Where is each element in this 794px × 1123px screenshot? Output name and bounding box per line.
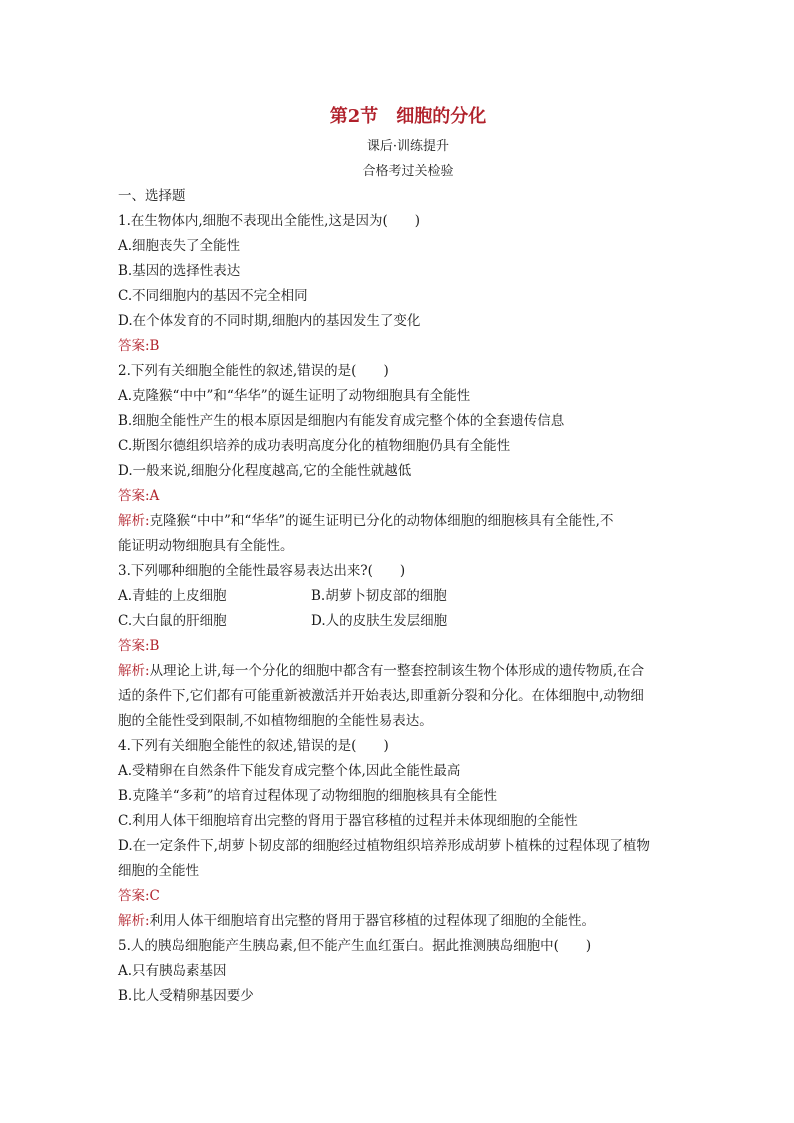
q1-answer: 答案:B bbox=[118, 338, 160, 354]
subtitle-after-class: 课后·训练提升 bbox=[366, 139, 450, 154]
q2-explanation-cont: 能证明动物细胞具有全能性。 bbox=[118, 538, 294, 554]
q3-explanation bbox=[118, 659, 678, 684]
explanation-label: 解析: bbox=[118, 663, 150, 679]
q5-stem: 5.人的胰岛细胞能产生胰岛素,但不能产生血红蛋白。据此推测胰岛细胞中( ) bbox=[118, 938, 592, 954]
q4-option-c: C.利用人体干细胞培育出完整的肾用于器官移植的过程并未体现细胞的全能性 bbox=[118, 813, 578, 829]
page-title: 第2节 细胞的分化 bbox=[329, 106, 487, 127]
q4-stem: 4.下列有关细胞全能性的叙述,错误的是( ) bbox=[118, 738, 389, 754]
q3-options-row-1 bbox=[118, 584, 678, 609]
q1-option-b: B.基因的选择性表达 bbox=[118, 263, 241, 279]
q2-option-a: A.克隆猴“中中”和“华华”的诞生证明了动物细胞具有全能性 bbox=[118, 388, 471, 404]
q4-option-d: D.在一定条件下,胡萝卜韧皮部的细胞经过植物组织培养形成胡萝卜植株的过程体现了植物 bbox=[118, 838, 650, 854]
q2-option-c: C.斯图尔德组织培养的成功表明高度分化的植物细胞仍具有全能性 bbox=[118, 438, 511, 454]
q3-option-c: C.大白鼠的肝细胞 bbox=[118, 613, 227, 629]
q3-option-a: A.青蛙的上皮细胞 bbox=[118, 588, 227, 604]
q5-option-a: A.只有胰岛素基因 bbox=[118, 963, 227, 979]
explanation-label: 解析: bbox=[118, 913, 150, 929]
q1-option-a: A.细胞丧失了全能性 bbox=[118, 238, 241, 254]
q4-answer: 答案:C bbox=[118, 888, 160, 904]
q1-option-c: C.不同细胞内的基因不完全相同 bbox=[118, 288, 308, 304]
explanation-text: 克隆猴“中中”和“华华”的诞生证明已分化的动物体细胞的细胞核具有全能性,不 bbox=[149, 513, 614, 529]
q5-option-b: B.比人受精卵基因要少 bbox=[118, 988, 254, 1004]
q2-answer: 答案:A bbox=[118, 488, 160, 504]
q3-answer: 答案:B bbox=[118, 638, 160, 654]
q2-option-b: B.细胞全能性产生的根本原因是细胞内有能发育成完整个体的全套遗传信息 bbox=[118, 413, 565, 429]
q4-option-d-cont: 细胞的全能性 bbox=[118, 863, 199, 879]
q4-explanation bbox=[118, 909, 678, 934]
explanation-label: 解析: bbox=[118, 513, 150, 529]
q2-stem: 2.下列有关细胞全能性的叙述,错误的是( ) bbox=[118, 363, 389, 379]
q4-option-b: B.克隆羊“多莉”的培育过程体现了动物细胞的细胞核具有全能性 bbox=[118, 788, 498, 804]
q3-option-d: D.人的皮肤生发层细胞 bbox=[311, 613, 448, 629]
q3-option-b: B.胡萝卜韧皮部的细胞 bbox=[311, 588, 447, 604]
q3-stem: 3.下列哪种细胞的全能性最容易表达出来?( ) bbox=[118, 563, 406, 579]
section-heading: 一、选择题 bbox=[118, 188, 186, 204]
q2-explanation bbox=[118, 509, 678, 534]
q1-option-d: D.在个体发育的不同时期,细胞内的基因发生了变化 bbox=[118, 313, 421, 329]
q3-explanation-cont-2: 胞的全能性受到限制,不如植物细胞的全能性易表达。 bbox=[118, 713, 433, 729]
q4-option-a: A.受精卵在自然条件下能发育成完整个体,因此全能性最高 bbox=[118, 763, 461, 779]
subtitle-qualification: 合格考过关检验 bbox=[362, 164, 454, 179]
explanation-text: 从理论上讲,每一个分化的细胞中都含有一整套控制该生物个体形成的遗传物质,在合 bbox=[149, 663, 645, 679]
q1-stem: 1.在生物体内,细胞不表现出全能性,这是因为( ) bbox=[118, 213, 420, 229]
explanation-text: 利用人体干细胞培育出完整的肾用于器官移植的过程体现了细胞的全能性。 bbox=[149, 913, 596, 929]
q3-options-row-2 bbox=[118, 609, 678, 634]
q2-option-d: D.一般来说,细胞分化程度越高,它的全能性就越低 bbox=[118, 463, 412, 479]
q3-explanation-cont-1: 适的条件下,它们都有可能重新被激活并开始表达,即重新分裂和分化。在体细胞中,动物细 bbox=[118, 688, 644, 704]
document-page bbox=[118, 100, 678, 1009]
